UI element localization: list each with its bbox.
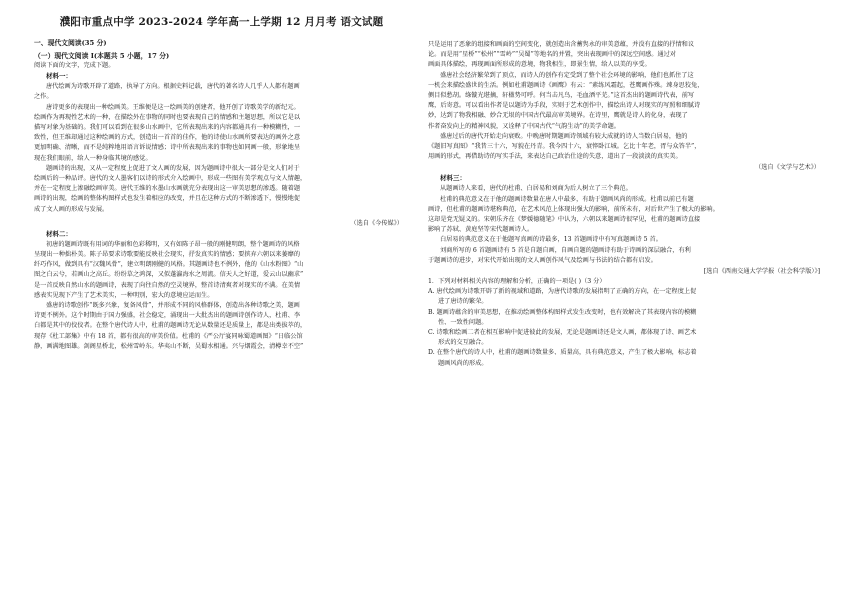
paragraph-line: 一机会来描绘盛世的生活。例如杜甫题画诗《画鹰》有云：“素练风霜起，苍鹰画作殊。竦身思狡兔， <box>428 81 704 89</box>
paragraph-line: 唐诗更多的表现出一种绘画美。王维便是这一绘画美的创建者，他开创了诗歌美学的新纪元。 <box>46 103 300 111</box>
material3-label: 材料三： <box>440 174 466 183</box>
answer-option-a: A. 唐代绘画为诗歌开辟了新的视域和道路，为唐代诗歌的发展指明了正确的方向，在一定程度上促 <box>428 288 697 296</box>
paragraph-line: 更加明确、清晰，而不是纯粹地用语言诉说情感；诗中所表现出来的事物也如同画一般，形象地呈 <box>34 144 301 152</box>
paragraph-line: 绘画后的一种品评。唐代的文人墨客们以诗的形式介入绘画中，形成一些图有美学观点与文人情趣， <box>34 175 307 183</box>
source-note: （选自《今传媒》） <box>350 219 403 227</box>
paragraph-line: 画面具体描绘，再现画面所形成的意境，物我相生，即景生情，给人以美的享受。 <box>428 61 651 69</box>
paragraph-line: 现存《杜工部集》中有 18 首，都有很高的审美价值。杜甫的《严公厅宴同咏蜀道画图》“日临公馆 <box>34 332 303 340</box>
paragraph-line: 纤巧作风，做到具有“汉魏风骨”，建立明朗刚健的风格。其题画诗也不例外，他的《山水粉图》“山 <box>34 261 304 269</box>
paragraph-line: 初唐的题画诗既有用词的华丽和色彩稀明，又有如陈子昂一般的刚健明朗，整个题画诗的风格 <box>46 240 300 248</box>
paragraph-line: 之作。 <box>34 93 53 101</box>
paragraph-line: 侧目似愁胡。绦镟光堪摘，轩楹势可呼。何当击凡鸟，毛血洒平芜。”这首杰出的题画诗代表，前写 <box>428 92 695 100</box>
paragraph-line: 用画的形式，再借助诗的写实手法，来表达自己政治仕途的失意，道出了一段淡淡的真实美。 <box>428 153 682 161</box>
paragraph-line: 题画诗的出现，又从一定程度上促进了文人画的发展，因为题画诗中很大一部分是文人们对于 <box>46 164 300 172</box>
paragraph-line: 呈现出一种拙朴美。陈子昂要求诗歌要能反映社会现实，抒发真实的情感；要摈弃六朝以来萎靡的 <box>34 251 301 259</box>
paragraph-line: 诗更不例外。这个时期由于国力强盛，社会稳定，涌现出一大批杰出的题画诗创作诗人，杜甫、李 <box>34 312 301 320</box>
paragraph-line: 作者奋发向上的精神风貌，又诠释了中国古代“气韵生动”的美学命题。 <box>428 122 620 130</box>
paragraph-line: 感表实见现下产生了艺术美实，一种明别，宏大的意境应运而生。 <box>34 291 214 299</box>
option-continuation: 进了唐诗的繁荣。 <box>438 298 488 306</box>
option-continuation: 题画风尚的形成。 <box>438 359 488 367</box>
source-note: [选自《西南交通大学学报（社会科学版）》] <box>703 268 820 276</box>
answer-option-b: B. 题画诗蕴含的审美思想，在推动绘画整体构图样式发生改变时，也有效解决了其表现内容的模糊 <box>428 308 697 316</box>
paragraph-line: 画诗，但杜甫的题画诗堪称典范，在艺术风范上体现出强大的影响，前所未有，对后世产生了极大的影响。 <box>428 205 719 213</box>
source-note: （选自《文学与艺术》） <box>755 164 820 172</box>
section-heading: 一、现代文阅读(35 分) <box>34 39 107 47</box>
page-title: 濮阳市重点中学 2023-2024 学年高一上学期 12 月月考 语文试题 <box>59 16 384 28</box>
paragraph-line: 只是运用了恶象的组接和画面的空间变化，就创造出含蓄隽永的审美意蕴，并没有直接的抒情和议 <box>428 41 695 48</box>
reading-instruction: 阅读下面的文字，完成下题。 <box>34 62 115 69</box>
paragraph-line: 致性，但王维却通过这种绘画的方式，创造出一首首的佳作，他的诗使山水画所要表达的画外之意 <box>34 134 301 142</box>
paragraph-line: 图之白云兮，若画山之高丘。纷纷草之鸿深，又似蓬瀛海水之周流。信天人之好道，爱云山以幽求” <box>34 271 304 279</box>
paragraph-line: 白居易的典范意义在于他题写真画的诗最多，13 首题画诗中有写真题画诗 5 首。 <box>440 236 662 244</box>
paragraph-line: 绘画作为再现性艺术的一种，在描绘外在事物的同时也要表现自己的情感和主题思想，所以它是以 <box>34 113 301 121</box>
paragraph-line: 妙，达到了物我相融、妙合无垠的中国古代最高审美境界。在诗里，鹰就是诗人的化身，表现了 <box>428 112 688 120</box>
left-column <box>34 14 409 607</box>
paragraph-line: 白都是其中的佼佼者。在整个唐代诗人中，杜甫的题画诗无论从数量还是质量上，都是出类拔萃的， <box>34 322 307 330</box>
paragraph-line: 现在我们眼前，给人一种身临其境的感觉。 <box>34 154 152 162</box>
paragraph-line: 描写对象为基础的。我们可以看到在很多山水画中，它所表现出来的内容都通具有一种模糊性，一 <box>34 124 301 132</box>
option-continuation: 形式的交互融合。 <box>438 339 488 347</box>
material1-label: 材料一： <box>46 72 72 81</box>
paragraph-line: 鹰，后寄意。可以看出作者是以题诗为手段，实则于艺术创作中，描绘出诗人对现实的写照和细腻诗 <box>428 102 701 110</box>
paragraph-line: 静，画满地图雄。剑阁星桥北，松州雪岭东。华夷山不断，吴蜀水相通。兴与烟霞会，清樽幸不空” <box>34 342 304 350</box>
question-stem: 1．下列对材料相关内容的理解和分析，正确的一项是( )（3 分） <box>428 278 606 286</box>
paragraph-line: 于题画诗的进步，对宋代开始出现的文人画创作风气及绘画与书法的结合都有启发。 <box>428 256 657 264</box>
answer-option-d: D. 在整个唐代的诗人中，杜甫的题画诗数量多、质量高，具有典范意义，产生了极大影响，标志着 <box>428 349 697 357</box>
paragraph-line: 从题画诗人来看，唐代的杜甫、白居易和刘商为后人树立了三个典范。 <box>440 185 632 193</box>
paragraph-line: 这却是党无疑义的。宋朝乐齐在《梦媛德随笔》中认为，六朝以来题画诗很罕见，杜甫的题画诗直接 <box>428 216 701 224</box>
option-continuation: 性、一致性问题。 <box>438 318 488 326</box>
paragraph-line: 盛唐社会经济繁荣到了顶点，而诗人的创作有定受到了整个社会环境的影响，他们也抓住了这 <box>440 71 694 79</box>
paragraph-line: 是一首反映自然山水的题画诗，表现了向往自然的空灵境界，整首诗清爽者对现实的不满。在美情 <box>34 281 301 289</box>
material2-label: 材料二： <box>46 229 72 238</box>
paragraph-line: 影响了苏轼、黄庭坚等宋代题画诗人。 <box>428 226 534 234</box>
paragraph-line: 刘商所写的 6 首题画诗有 5 首是自题自画，自画自题的题画诗有助于诗画的深层融合，有利 <box>440 246 691 254</box>
answer-option-c: C. 诗歌和绘画二者在相互影响中促进彼此的发展，无论是题画诗还是文人画，都体现了诗、画艺术 <box>428 329 697 337</box>
subsection-heading: （一）现代文阅读 I(本题共 5 小题，17 分) <box>34 52 170 60</box>
paragraph-line: 论。而是用“星桥”“松州”“雪岭”“吴蜀”等地名的并置，突出表现画中的深远空间感。通过对 <box>428 51 677 59</box>
right-column <box>428 40 826 607</box>
paragraph-line: 并在一定程度上渗融绘画审美。唐代王维的水墨山水画就充分表现出这一审美思想的渗透。随着题 <box>34 185 301 193</box>
paragraph-line: 唐代绘画为诗歌开辟了道路，执导了方向。根据史料记载，唐代的著名诗人几乎人人都有题画 <box>46 83 300 91</box>
paragraph-line: 杜甫的典范意义在于他的题画诗数量在唐人中最多，有助于题画风尚的形成。杜甫以前已有题 <box>440 195 694 203</box>
paragraph-line: 成了文人画的形成与发展。 <box>34 205 109 213</box>
paragraph-line: 画诗的出现，绘画的整体构图样式也发生着相应的改变，并且在这种方式的不断渗透下，慢慢地促 <box>34 195 301 203</box>
paragraph-line: 《题旧写真图》“我昔三十六，写貌在丹青。我今四十六，衰悴卧江城。乞比十年老，胥与众答半”， <box>428 143 701 151</box>
paragraph-line: 盛唐的诗歌创作“既多兴象，复备风骨”，并形成不同的风格群体，创造出各种诗歌之美，题画 <box>46 302 300 310</box>
paragraph-line: 盛唐过后的唐代开始走向衰败。中晚唐时期题画诗领域有较大成就的诗人当数白居易，他的 <box>440 132 688 140</box>
